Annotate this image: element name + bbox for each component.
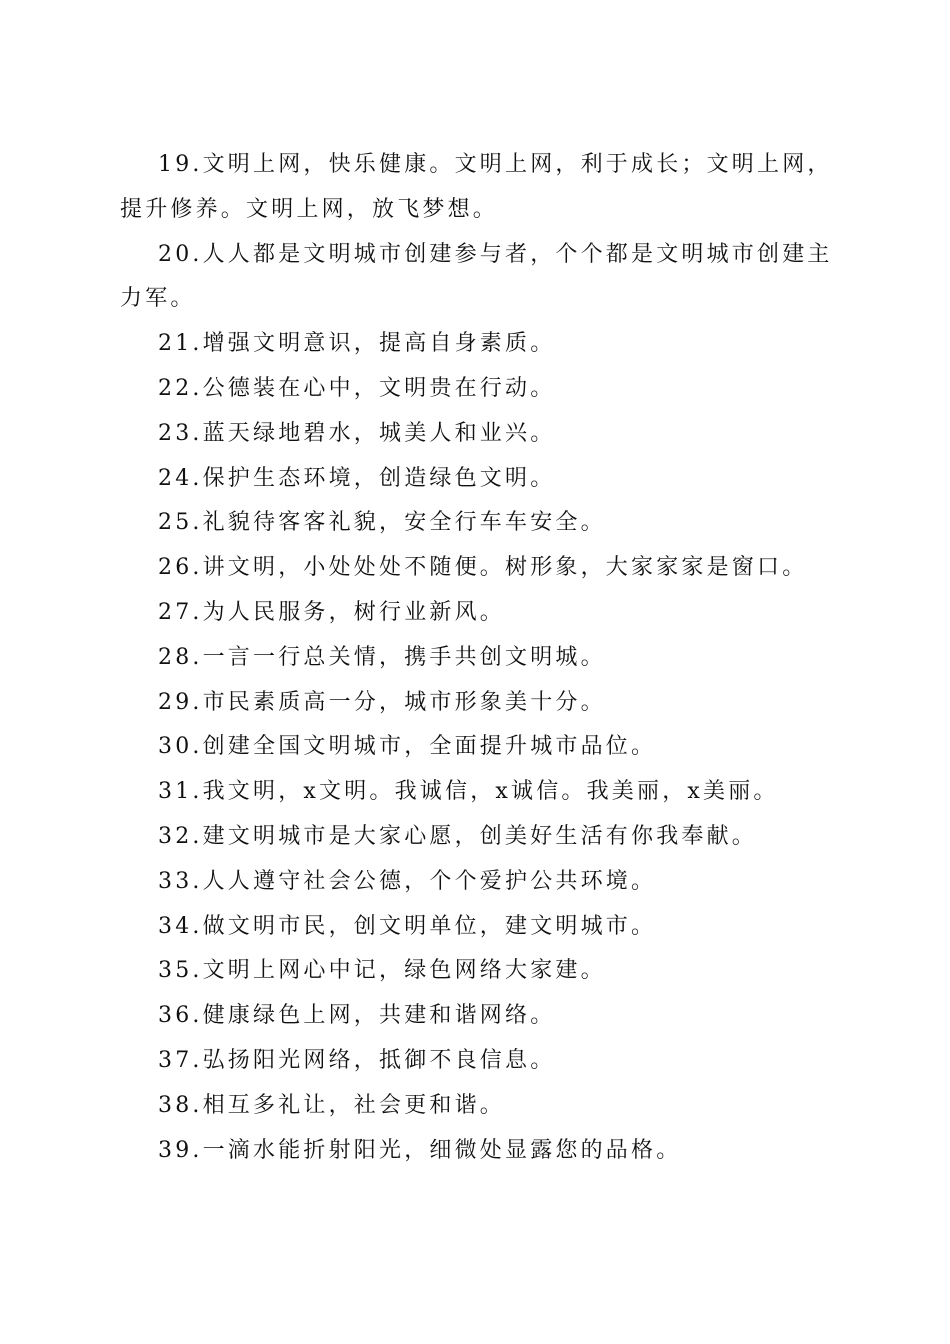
- list-item: 21.增强文明意识，提高自身素质。: [158, 331, 556, 357]
- list-item: 19.文明上网，快乐健康。文明上网，利于成长；文明上网，提升修养。文明上网，放飞梦想。: [120, 152, 833, 222]
- slogan-list: [120, 143, 836, 1173]
- list-item: 29.市民素质高一分，城市形象美十分。: [158, 689, 606, 715]
- list-item: 34.做文明市民，创文明单位，建文明城市。: [158, 913, 657, 939]
- list-item: 20.人人都是文明城市创建参与者，个个都是文明城市创建主力军。: [120, 241, 833, 312]
- list-item: 39.一滴水能折射阳光，细微处显露您的品格。: [158, 1137, 682, 1163]
- list-item: 38.相互多礼让，社会更和谐。: [158, 1092, 505, 1118]
- list-item: 22.公德装在心中，文明贵在行动。: [158, 375, 556, 401]
- list-item: 24.保护生态环境，创造绿色文明。: [158, 465, 556, 491]
- list-item: 28.一言一行总关情，携手共创文明城。: [158, 644, 606, 670]
- list-item: 37.弘扬阳光网络，抵御不良信息。: [158, 1047, 556, 1073]
- list-item: 36.健康绿色上网，共建和谐网络。: [158, 1003, 556, 1029]
- list-item: 25.礼貌待客客礼貌，安全行车车安全。: [158, 510, 606, 536]
- list-item: 26.讲文明，小处处处不随便。树形象，大家家家是窗口。: [158, 555, 808, 581]
- list-item: 32.建文明城市是大家心愿，创美好生活有你我奉献。: [158, 823, 757, 849]
- list-item: 35.文明上网心中记，绿色网络大家建。: [158, 958, 606, 984]
- list-item: 23.蓝天绿地碧水，城美人和业兴。: [158, 420, 556, 446]
- list-item: 27.为人民服务，树行业新风。: [158, 599, 505, 625]
- list-item: 31.我文明，x文明。我诚信，x诚信。我美丽，x美丽。: [158, 779, 779, 805]
- list-item: 30.创建全国文明城市，全面提升城市品位。: [158, 734, 657, 760]
- list-item: 33.人人遵守社会公德，个个爱护公共环境。: [158, 868, 657, 894]
